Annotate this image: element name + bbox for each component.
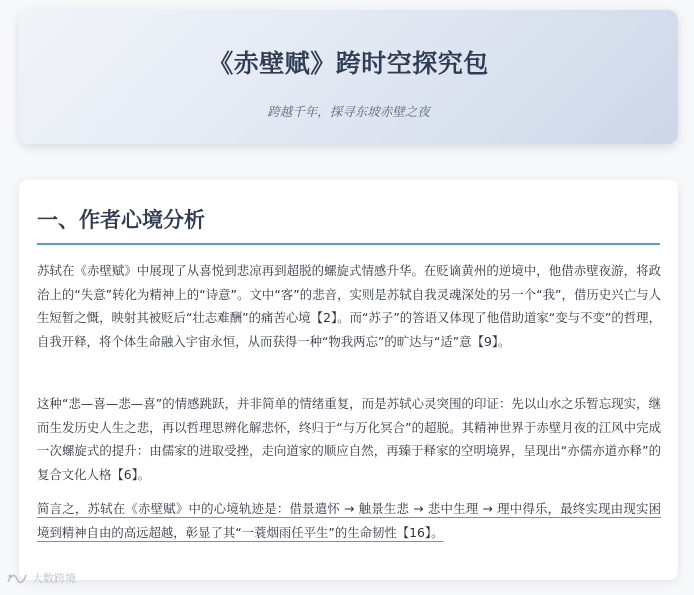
section-title: 一、作者心境分析 (37, 208, 205, 232)
brand-logo-icon (6, 572, 28, 585)
watermark (6, 570, 76, 586)
summary-text: 简言之，苏轼在《赤壁赋》中的心境轨迹是：借景遣怀 → 触景生悲 → 悲中生理 → 理中得乐，最终实现由现实困境到精神自由的高远超越，彰显了其“一蓑烟雨任平生”的生命韧性【16】。 (37, 501, 661, 540)
watermark-text: 大数跨境 (32, 572, 76, 585)
header-banner (19, 10, 678, 144)
page-title: 《赤壁赋》跨时空探究包 (208, 49, 489, 78)
content-card (19, 180, 678, 580)
paragraph-1: 苏轼在《赤壁赋》中展现了从喜悦到悲凉再到超脱的螺旋式情感升华。在贬谪黄州的逆境中，他借赤壁夜游，将政治上的“失意”转化为精神上的“诗意”。文中“客”的悲音，实则是苏轼自我灵魂深处的另一个“我”，借历史兴亡与人生短暂之慨，映射其被贬后“壮志难酬”的痛苦心境【2】。而“苏子”的答语又体现了他借助道家“变与不变”的哲理，自我开释，将个体生命融入宇宙永恒，从而获得一种“物我两忘”的旷达与“适”意【9】。 (37, 263, 661, 349)
section-divider (37, 243, 660, 245)
paragraph-2: 这种“悲—喜—悲—喜”的情感跳跃，并非简单的情绪重复，而是苏轼心灵突围的印证：先以山水之乐暂忘现实，继而生发历史人生之悲，再以哲理思辨化解悲怀，终归于“与万化冥合”的超脱。其精神世界于赤壁月夜的江风中完成一次螺旋式的提升：由儒家的进取受挫，走向道家的顺应自然，再臻于释家的空明境界，呈现出“亦儒亦道亦释”的复合文化人格【6】。 (37, 396, 661, 482)
page-subtitle: 跨越千年，探寻东坡赤壁之夜 (267, 104, 430, 119)
paragraph-summary (37, 497, 661, 544)
